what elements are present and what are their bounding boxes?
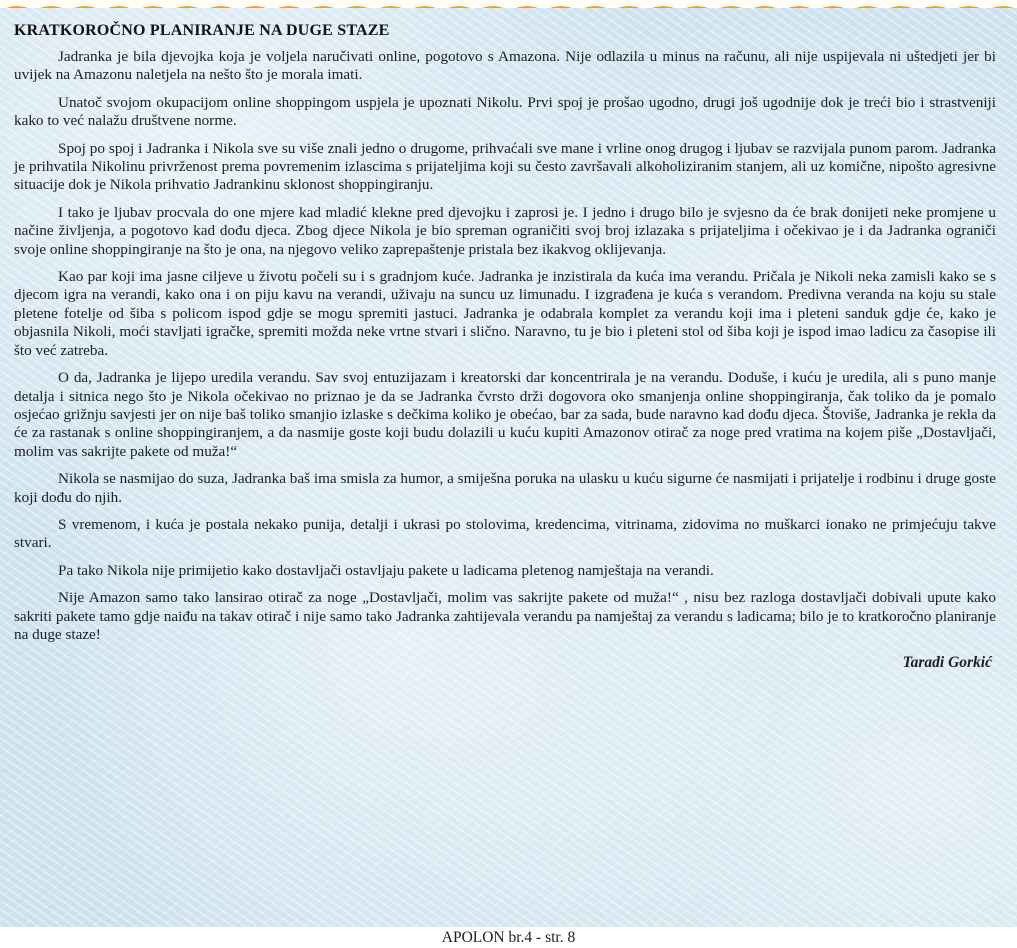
article-title: KRATKOROČNO PLANIRANJE NA DUGE STAZE [14,22,390,39]
paragraph: Jadranka je bila djevojka koja je voljela naručivati online, pogotovo s Amazona. Nije odlazila u minus na računu, ali nije uspijevala ni uštedjeti jer bi uvijek na Amazonu naletjela na nešto što je morala imati. [14,48,996,84]
paragraph: Spoj po spoj i Jadranka i Nikola sve su više znali jedno o drugome, prihvaćali sve mane i vrline onog drugog i ljubav se razvijala punom parom. Jadranka je prihvatila Nikolinu privrženost prema povremenim izlascima s prijateljima koji su često završavali alkoholiziranim stanjem, ali uz komične, nipošto agresivne situacije dok je Nikola prihvatio Jadrankinu sklonost shoppingiranju. [14,139,996,194]
paragraph: Unatoč svojom okupacijom online shoppingom uspjela je upoznati Nikolu. Prvi spoj je prošao ugodno, drugi još ugodnije dok je treći bio i strastveniji kako to već nalažu društvene norme. [14,93,996,130]
paragraph: Nikola se nasmijao do suza, Jadranka baš ima smisla za humor, a smiješna poruka na ulasku u kuću sigurne će nasmijati i prijatelje i rodbinu i druge goste koji dođu do njih. [14,470,996,506]
paragraph: I tako je ljubav procvala do one mjere kad mladić klekne pred djevojku i zaprosi je. I jedno i drugo bilo je svjesno da će brak donijeti neke promjene u načine življenja, a pogotovo kad dođu djeca. Zbog djece Nikola je bio spreman ograničiti svoj broj izlazaka s prijateljima i očekivao je i da Jadranka ograniči svoje online shoppingiranje na što je ona, na njegovo veliko zaprepaštenje pristala bez ikakvog oklijevanja. [14,203,996,258]
author-signature: Taradi Gorkić [902,654,992,672]
paragraph: Nije Amazon samo tako lansirao otirač za noge „Dostavljači, molim vas sakrijte pakete od muža!“ , nisu bez razloga dostavljači dobivali upute kako sakriti pakete tamo gdje naiđu na takav otirač i nije samo tako Jadranka zahtijevala verandu pa namještaj za verandu s ladicama; bilo je to kratkoročno planiranje na duge staze! [14,589,996,643]
paragraph: Kao par koji ima jasne ciljeve u životu počeli su i s gradnjom kuće. Jadranka je inzistirala da kuća ima verandu. Pričala je Nikoli neka zamisli kako se s djecom igra na verandi, kako ona i on piju kavu na verandi, uživaju na suncu uz limunadu. I izgrađena je kuća s verandom. Predivna veranda na koju su stale pletene fotelje od šiba s policom ispod gdje se mogu spremiti jastuci. Jadranka je odabrala komplet za verandu koji ima i pleteni sanduk gdje će, kako je objasnila Nikoli, moći stavljati igračke, spremiti možda neke vrtne stvari i slično. Naravno, tu je bio i pleteni stol od šiba koji je ispod imao ladicu za časopise ili što već zatreba. [14,268,996,359]
article-page [0,8,1017,927]
paragraph: Pa tako Nikola nije primijetio kako dostavljači ostavljaju pakete u ladicama pletenog namještaja na verandi. [58,561,714,579]
article-content [14,22,996,672]
paragraph: S vremenom, i kuća je postala nekako punija, detalji i ukrasi po stolovima, kredencima, vitrinama, zidovima no muškarci ionako ne primjećuju takve stvari. [14,515,996,552]
page-footer: APOLON br.4 - str. 8 [441,929,576,946]
paragraph: O da, Jadranka je lijepo uredila verandu. Sav svoj entuzijazam i kreatorski dar koncentrirala je na verandu. Doduše, i kuću je uredila, ali s puno manje detalja i sitnica nego što je Nikola očekivao no priznao je da se Jadranka čvrsto drži dogovora oko smanjenja online shoppingiranja, čak toliko da je pomalo osjećao grižnju savjesti jer on nije baš toliko smanjio izlaske s dečkima koliko je obećao, bar za sada, bude naravno kad dođu djeca. Štoviše, Jadranka je rekla da će za rastanak s online shoppingiranjem, a da nasmije goste koji budu dolazili u kuću kupiti Amazonov otirač za noge pred vratima na kojem piše „Dostavljači, molim vas sakrijte pakete od muža!“ [14,369,996,460]
